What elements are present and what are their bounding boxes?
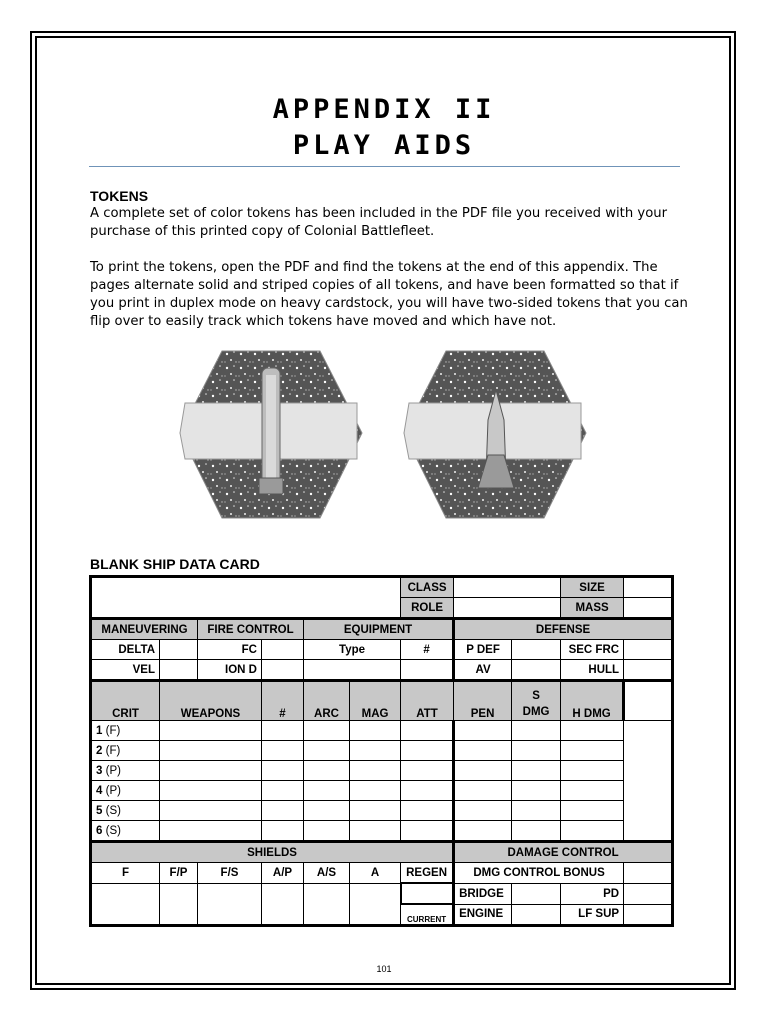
weapon-row xyxy=(91,781,673,801)
s-dmg-header-s: S xyxy=(532,690,540,702)
arc-cell[interactable] xyxy=(304,781,350,801)
shield-as-label: A/S xyxy=(304,863,350,884)
arc-cell[interactable] xyxy=(304,761,350,781)
mag-cell[interactable] xyxy=(350,761,401,781)
weapon-row xyxy=(91,761,673,781)
weapons-blank-column xyxy=(624,681,673,721)
page-number: 101 xyxy=(376,964,392,974)
data-card-heading: BLANK SHIP DATA CARD xyxy=(90,556,260,572)
damage-control-header: DAMAGE CONTROL xyxy=(454,842,673,863)
regen-label: REGEN xyxy=(401,863,454,884)
shield-fp-label: F/P xyxy=(160,863,198,884)
crit-number: 2 xyxy=(96,744,103,757)
crit-side: (S) xyxy=(105,804,121,817)
pen-cell[interactable] xyxy=(454,801,512,821)
crit-label xyxy=(91,821,160,842)
crit-label xyxy=(91,801,160,821)
weapon-count-cell[interactable] xyxy=(262,781,304,801)
secfrc-label: SEC FRC xyxy=(561,640,624,660)
att-cell[interactable] xyxy=(401,801,454,821)
tokens-paragraph-2: To print the tokens, open the PDF and find the tokens at the end of this appendix. The pages alternate solid and striped copies of all tokens, and have been formatted so that if you print in duplex mode on heavy cardstock, you will have two-sided tokens that you can flip over to easily track which tokens have moved and which have not. xyxy=(90,260,688,329)
shield-as-value[interactable] xyxy=(304,883,350,926)
weapon-row xyxy=(91,821,673,842)
hull-value[interactable] xyxy=(624,660,673,681)
delta-value[interactable] xyxy=(160,640,198,660)
iond-label: ION D xyxy=(198,660,262,681)
appendix-title: APPENDIX II xyxy=(272,94,496,125)
mag-cell[interactable] xyxy=(350,821,401,842)
fc-label: FC xyxy=(198,640,262,660)
att-header: ATT xyxy=(401,681,454,721)
weapon-name-cell[interactable] xyxy=(160,781,262,801)
engine-label: ENGINE xyxy=(454,904,512,926)
lfsup-value[interactable] xyxy=(624,904,673,926)
maneuvering-header: MANEUVERING xyxy=(91,619,198,640)
class-label: CLASS xyxy=(401,577,454,598)
shield-fs-label: F/S xyxy=(198,863,262,884)
av-value[interactable] xyxy=(512,660,561,681)
crit-number: 4 xyxy=(96,784,103,797)
crit-label xyxy=(91,721,160,741)
token-solid-icon xyxy=(180,351,362,518)
weapon-name-cell[interactable] xyxy=(160,821,262,842)
weapon-count-cell[interactable] xyxy=(262,741,304,761)
token-striped-icon xyxy=(404,351,586,518)
pen-cell[interactable] xyxy=(454,741,512,761)
att-cell[interactable] xyxy=(401,741,454,761)
arc-header: ARC xyxy=(304,681,350,721)
s-dmg-header-dmg: DMG xyxy=(522,706,550,718)
arc-cell[interactable] xyxy=(304,801,350,821)
crit-side: (S) xyxy=(105,824,121,837)
crit-number: 5 xyxy=(96,804,103,817)
s-dmg-cell[interactable] xyxy=(512,761,561,781)
size-value[interactable] xyxy=(624,577,673,598)
arc-cell[interactable] xyxy=(304,741,350,761)
weapons-header: WEAPONS xyxy=(160,681,262,721)
pdef-label: P DEF xyxy=(454,640,512,660)
h-dmg-cell[interactable] xyxy=(561,781,624,801)
weapon-count-header: # xyxy=(262,681,304,721)
weapon-count-cell[interactable] xyxy=(262,761,304,781)
bridge-value[interactable] xyxy=(512,883,561,904)
pen-cell[interactable] xyxy=(454,721,512,741)
mag-cell[interactable] xyxy=(350,781,401,801)
appendix-subtitle: PLAY AIDS xyxy=(292,130,476,161)
s-dmg-cell[interactable] xyxy=(512,801,561,821)
equip-count-label: # xyxy=(401,640,454,660)
regen-value[interactable] xyxy=(401,883,454,904)
shield-ap-value[interactable] xyxy=(262,883,304,926)
weapon-row xyxy=(91,721,673,741)
weapons-rows xyxy=(91,721,673,842)
s-dmg-cell[interactable] xyxy=(512,741,561,761)
weapon-row xyxy=(91,801,673,821)
weapon-count-cell[interactable] xyxy=(262,721,304,741)
att-cell[interactable] xyxy=(401,761,454,781)
class-value[interactable] xyxy=(454,577,561,598)
mag-cell[interactable] xyxy=(350,741,401,761)
size-label: SIZE xyxy=(561,577,624,598)
type-label: Type xyxy=(304,640,401,660)
crit-header: CRIT xyxy=(91,681,160,721)
secfrc-value[interactable] xyxy=(624,640,673,660)
hull-label: HULL xyxy=(561,660,624,681)
av-label: AV xyxy=(454,660,512,681)
pd-value[interactable] xyxy=(624,883,673,904)
dmg-control-bonus-label: DMG CONTROL BONUS xyxy=(454,863,624,884)
bridge-label: BRIDGE xyxy=(454,883,512,904)
h-dmg-cell[interactable] xyxy=(561,721,624,741)
shields-header: SHIELDS xyxy=(91,842,454,863)
h-dmg-cell[interactable] xyxy=(561,821,624,842)
arc-cell[interactable] xyxy=(304,721,350,741)
weapon-name-cell[interactable] xyxy=(160,761,262,781)
pen-cell[interactable] xyxy=(454,761,512,781)
pen-cell[interactable] xyxy=(454,781,512,801)
shield-fp-value[interactable] xyxy=(160,883,198,926)
shield-a-label: A xyxy=(350,863,401,884)
h-dmg-cell[interactable] xyxy=(561,741,624,761)
weapon-count-cell[interactable] xyxy=(262,821,304,842)
h-dmg-header: H DMG xyxy=(561,681,624,721)
pen-cell[interactable] xyxy=(454,821,512,842)
s-dmg-header xyxy=(512,681,561,721)
mag-cell[interactable] xyxy=(350,801,401,821)
mass-value[interactable] xyxy=(624,598,673,619)
crit-side: (F) xyxy=(105,724,121,737)
role-label: ROLE xyxy=(401,598,454,619)
equip-count-value[interactable] xyxy=(401,660,454,681)
shield-fs-value[interactable] xyxy=(198,883,262,926)
equipment-header: EQUIPMENT xyxy=(304,619,454,640)
weapon-name-cell[interactable] xyxy=(160,741,262,761)
att-cell[interactable] xyxy=(401,821,454,842)
crit-label xyxy=(91,741,160,761)
h-dmg-cell[interactable] xyxy=(561,761,624,781)
crit-number: 1 xyxy=(96,724,103,737)
mag-cell[interactable] xyxy=(350,721,401,741)
shield-ap-label: A/P xyxy=(262,863,304,884)
defense-header: DEFENSE xyxy=(454,619,673,640)
lfsup-label: LF SUP xyxy=(561,904,624,926)
ship-data-card xyxy=(89,575,674,927)
iond-value[interactable] xyxy=(262,660,304,681)
shield-f-label: F xyxy=(91,863,160,884)
equip-type-value[interactable] xyxy=(304,660,401,681)
shield-a-value[interactable] xyxy=(350,883,401,926)
engine-value[interactable] xyxy=(512,904,561,926)
pdef-value[interactable] xyxy=(512,640,561,660)
weapon-name-cell[interactable] xyxy=(160,721,262,741)
vel-value[interactable] xyxy=(160,660,198,681)
weapon-count-cell[interactable] xyxy=(262,801,304,821)
delta-label: DELTA xyxy=(91,640,160,660)
ship-name-cell[interactable] xyxy=(91,577,401,619)
mass-label: MASS xyxy=(561,598,624,619)
pen-header: PEN xyxy=(454,681,512,721)
dmg-control-bonus-value[interactable] xyxy=(624,863,673,884)
s-dmg-cell[interactable] xyxy=(512,821,561,842)
tokens-paragraph-1: A complete set of color tokens has been included in the PDF file you received with your purchase of this printed copy of Colonial Battlefleet. xyxy=(90,206,668,239)
tokens-heading: TOKENS xyxy=(90,188,149,204)
crit-number: 3 xyxy=(96,764,103,777)
crit-label xyxy=(91,781,160,801)
mag-header: MAG xyxy=(350,681,401,721)
crit-label xyxy=(91,761,160,781)
weapon-row xyxy=(91,741,673,761)
crit-number: 6 xyxy=(96,824,103,837)
vel-label: VEL xyxy=(91,660,160,681)
arc-cell[interactable] xyxy=(304,821,350,842)
crit-side: (F) xyxy=(105,744,121,757)
att-cell[interactable] xyxy=(401,721,454,741)
fc-value[interactable] xyxy=(262,640,304,660)
s-dmg-cell[interactable] xyxy=(512,721,561,741)
h-dmg-cell[interactable] xyxy=(561,801,624,821)
att-cell[interactable] xyxy=(401,781,454,801)
s-dmg-cell[interactable] xyxy=(512,781,561,801)
weapon-name-cell[interactable] xyxy=(160,801,262,821)
crit-side: (P) xyxy=(105,764,121,777)
shield-f-value[interactable] xyxy=(91,883,160,926)
pd-label: PD xyxy=(561,883,624,904)
fire-control-header: FIRE CONTROL xyxy=(198,619,304,640)
crit-side: (P) xyxy=(105,784,121,797)
role-value[interactable] xyxy=(454,598,561,619)
current-label: CURRENT xyxy=(401,904,454,926)
